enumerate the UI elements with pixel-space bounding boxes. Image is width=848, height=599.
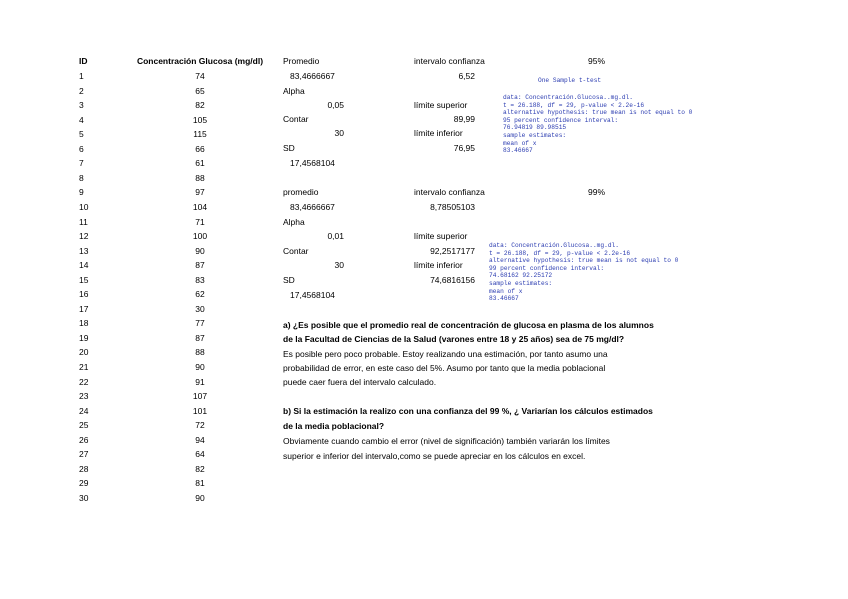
table-row-glucose: 30 <box>195 304 205 314</box>
answer-b-line1: Obviamente cuando cambio el error (nivel de significación) también variarán los límites <box>283 436 610 446</box>
table-row-glucose: 90 <box>195 493 205 503</box>
table-row-id: 7 <box>79 158 84 168</box>
upper-limit-value: 89,99 <box>453 114 475 124</box>
r-output-line: 83.46667 <box>503 147 533 155</box>
table-row-glucose: 97 <box>195 187 205 197</box>
lower-limit-label: límite inferior <box>414 128 463 138</box>
table-row-id: 17 <box>79 304 89 314</box>
lower-limit-value: 74,6816156 <box>430 275 475 285</box>
table-row-glucose: 74 <box>195 71 205 81</box>
alpha-value: 0,01 <box>327 231 344 241</box>
contar-label: Contar <box>283 246 309 256</box>
table-row-glucose: 104 <box>192 202 208 212</box>
r-output-title: One Sample t-test <box>538 77 602 84</box>
r-output-line: 95 percent confidence interval: <box>503 116 619 124</box>
table-row-glucose: 64 <box>195 449 205 459</box>
promedio-label: Promedio <box>283 56 320 66</box>
table-row-glucose: 72 <box>195 420 205 430</box>
table-row-id: 27 <box>79 449 89 459</box>
answer-a-line1: Es posible pero poco probable. Estoy realizando una estimación, por tanto asumo una <box>283 349 608 359</box>
table-row-id: 10 <box>79 202 89 212</box>
r-output-line: t = 26.188, df = 29, p-value < 2.2e-16 <box>489 249 631 257</box>
table-row-glucose: 115 <box>193 129 207 139</box>
id-column-header: ID <box>79 56 88 66</box>
ic-label: intervalo confianza <box>414 56 485 66</box>
r-output-line: data: Concentración.Glucosa..mg.dl. <box>503 94 633 101</box>
contar-value: 30 <box>334 260 344 270</box>
table-row-id: 18 <box>79 318 89 328</box>
alpha-label: Alpha <box>283 86 305 96</box>
contar-value: 30 <box>334 128 344 138</box>
upper-limit-label: límite superior <box>414 231 468 241</box>
promedio-value: 83,4666667 <box>290 71 335 81</box>
table-row-id: 24 <box>79 406 89 416</box>
table-row-id: 5 <box>79 129 84 139</box>
ic-percent: 99% <box>588 187 606 197</box>
r-output-line: t = 26.188, df = 29, p-value < 2.2e-16 <box>503 101 645 109</box>
answer-a-line2: probabilidad de error, en este caso del 5%. Asumo por tanto que la media poblacional <box>283 363 606 373</box>
table-row-id: 4 <box>79 115 84 125</box>
table-row-glucose: 83 <box>195 275 205 285</box>
glucose-column-header: Concentración Glucosa (mg/dl) <box>136 56 264 66</box>
table-row-glucose: 82 <box>195 100 205 110</box>
promedio-label: promedio <box>283 187 319 197</box>
question-b-line1: b) Si la estimación la realizo con una confianza del 99 %, ¿ Variarían los cálculos estimados <box>283 406 653 416</box>
table-row-glucose: 94 <box>195 435 205 445</box>
table-row-id: 9 <box>79 187 84 197</box>
ic-value: 6,52 <box>458 71 475 81</box>
r-output-line: mean of x <box>489 287 523 295</box>
lower-limit-label: límite inferior <box>414 260 463 270</box>
ic-label: intervalo confianza <box>414 187 485 197</box>
question-b-line2: de la media poblacional? <box>283 421 385 431</box>
table-row-id: 19 <box>79 333 89 343</box>
contar-label: Contar <box>283 114 309 124</box>
r-output-line: alternative hypothesis: true mean is not equal to 0 <box>503 109 693 117</box>
table-row-glucose: 82 <box>195 464 205 474</box>
table-row-id: 6 <box>79 144 84 154</box>
answer-a-line3: puede caer fuera del intervalo calculado. <box>283 377 437 387</box>
ic-percent: 95% <box>588 56 606 66</box>
table-row-glucose: 90 <box>195 362 205 372</box>
r-output-line: sample estimates: <box>489 280 553 287</box>
r-output-line: data: Concentración.Glucosa..mg.dl. <box>489 242 619 249</box>
question-a-line2: de la Facultad de Ciencias de la Salud (varones entre 18 y 25 años) sea de 75 mg/dl? <box>283 334 625 344</box>
alpha-label: Alpha <box>283 217 305 227</box>
r-output-line: 99 percent confidence interval: <box>489 264 605 272</box>
upper-limit-label: límite superior <box>414 100 468 110</box>
r-output-line: 83.46667 <box>489 295 519 303</box>
table-row-id: 20 <box>79 347 89 357</box>
table-row-id: 14 <box>79 260 89 270</box>
sd-value: 17,4568104 <box>290 290 335 300</box>
promedio-value: 83,4666667 <box>290 202 335 212</box>
table-row-id: 25 <box>79 420 89 430</box>
table-row-id: 16 <box>79 289 89 299</box>
table-row-id: 21 <box>79 362 89 372</box>
upper-limit-value: 92,2517177 <box>430 246 475 256</box>
table-row-id: 2 <box>79 86 84 96</box>
table-row-id: 29 <box>79 478 89 488</box>
table-row-id: 23 <box>79 391 89 401</box>
table-row-glucose: 87 <box>195 260 205 270</box>
table-row-id: 30 <box>79 493 89 503</box>
table-row-glucose: 61 <box>195 158 205 168</box>
table-row-glucose: 105 <box>192 115 208 125</box>
table-row-id: 13 <box>79 246 89 256</box>
table-row-glucose: 100 <box>192 231 208 241</box>
alpha-value: 0,05 <box>327 100 344 110</box>
table-row-glucose: 90 <box>195 246 205 256</box>
table-row-glucose: 81 <box>195 478 205 488</box>
table-row-id: 12 <box>79 231 89 241</box>
table-row-glucose: 66 <box>195 144 205 154</box>
sd-label: SD <box>283 275 295 285</box>
lower-limit-value: 76,95 <box>453 143 475 153</box>
r-output-line: mean of x <box>503 139 537 147</box>
table-row-id: 28 <box>79 464 89 474</box>
r-output-line: sample estimates: <box>503 132 567 139</box>
table-row-id: 3 <box>79 100 84 110</box>
table-row-id: 26 <box>79 435 89 445</box>
table-row-glucose: 91 <box>195 377 205 387</box>
table-row-glucose: 62 <box>195 289 205 299</box>
table-row-glucose: 88 <box>195 173 205 183</box>
table-row-glucose: 71 <box>195 217 205 227</box>
r-output-line: alternative hypothesis: true mean is not equal to 0 <box>489 257 679 265</box>
table-row-glucose: 107 <box>192 391 208 401</box>
r-output-line: 74.68162 92.25172 <box>489 272 553 280</box>
question-a-line1: a) ¿Es posible que el promedio real de concentración de glucosa en plasma de los alumnos <box>283 320 654 330</box>
table-row-glucose: 65 <box>195 86 205 96</box>
table-row-id: 22 <box>79 377 89 387</box>
table-row-glucose: 101 <box>192 406 208 416</box>
sd-value: 17,4568104 <box>290 158 335 168</box>
table-row-glucose: 88 <box>195 347 205 357</box>
ic-value: 8,78505103 <box>430 202 475 212</box>
table-row-id: 8 <box>79 173 84 183</box>
table-row-glucose: 87 <box>195 333 205 343</box>
table-row-id: 1 <box>79 71 84 81</box>
table-row-glucose: 77 <box>195 318 205 328</box>
table-row-id: 11 <box>79 217 88 227</box>
answer-b-line2: superior e inferior del intervalo,como se puede apreciar en los cálculos en excel. <box>283 451 586 461</box>
r-output-line: 76.94819 89.98515 <box>503 124 567 132</box>
sd-label: SD <box>283 143 295 153</box>
table-row-id: 15 <box>79 275 89 285</box>
